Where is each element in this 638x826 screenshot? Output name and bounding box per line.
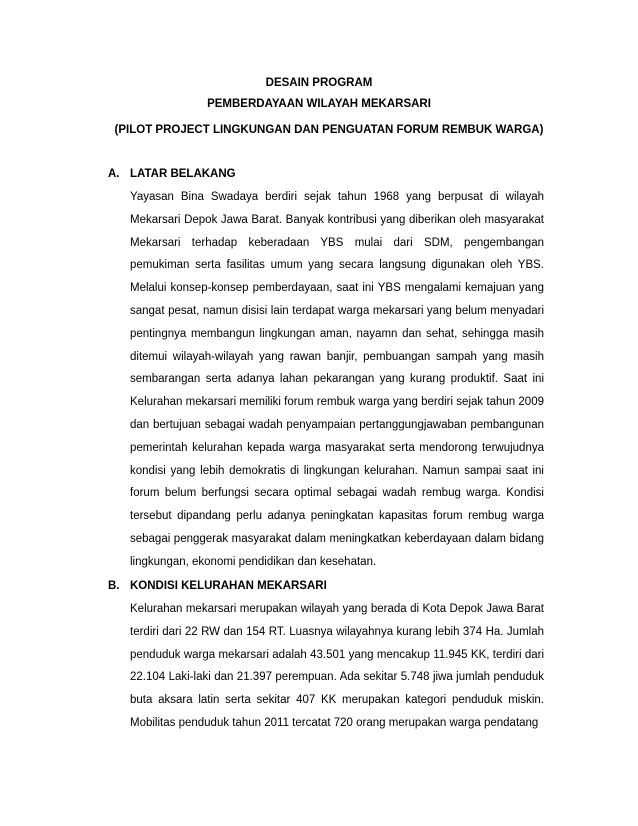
section-heading-text: LATAR BELAKANG (130, 168, 236, 180)
section-heading-kondisi-kelurahan (108, 579, 327, 593)
document-subtitle-project: (PILOT PROJECT LINGKUNGAN DAN PENGUATAN FORUM REMBUK WARGA) (114, 124, 544, 136)
section-letter: B. (108, 580, 120, 592)
section-paragraph-kondisi-kelurahan: Kelurahan mekarsari merupakan wilayah yang berada di Kota Depok Jawa Barat terdiri dari 22 RW dan 154 RT. Luasnya wilayahnya kurang lebih 374 Ha. Jumlah penduduk warga mekarsari adalah 43.501 yang mencakup 11.945 KK, terdiri dari 22.104 Laki-laki dan 21.397 perempuan. Ada sekitar 5.748 jiwa jumlah penduduk buta aksara latin serta sekitar 407 KK merupakan kategori penduduk miskin. Mobilitas penduduk tahun 2011 tercatat 720 orang merupakan warga pendatang (130, 603, 544, 729)
section-letter: A. (108, 168, 120, 180)
section-paragraph-latar-belakang: Yayasan Bina Swadaya berdiri sejak tahun 1968 yang berpusat di wilayah Mekarsari Depok Jawa Barat. Banyak kontribusi yang diberikan oleh masyarakat Mekarsari terhadap keberadaan YBS mulai dari SDM, pengembangan pemukiman serta fasilitas umum yang secara langsung digunakan oleh YBS. Melalui konsep-konsep pemberdayaan, saat ini YBS mengalami kemajuan yang sangat pesat, namun disisi lain terdapat warga mekarsari yang belum menyadari pentingnya membangun lingkungan aman, nayamn dan sehat, sehingga masih ditemui wilayah-wilayah yang rawan banjir, pembuangan sampah yang masih sembarangan serta adanya lahan pekarangan yang kurang produktif. Saat ini Kelurahan mekarsari memiliki forum rembuk warga yang berdiri sejak tahun 2009 dan bertujuan sebagai wadah penyampaian pertanggungjawaban pembangunan pemerintah kelurahan kepada warga masyarakat serta mendorong terwujudnya kondisi yang lebih demokratis di lingkungan kelurahan. Namun sampai saat ini forum belum berfungsi secara optimal sebagai wadah rembug warga. Kondisi tersebut dipandang perlu adanya peningkatan kapasitas forum rembug warga sebagai penggerak masyarakat dalam meningkatkan keberdayaan dalam bidang lingkungan, ekonomi pendidikan dan kesehatan. (130, 191, 544, 568)
section-heading-latar-belakang (108, 167, 236, 181)
section-heading-text: KONDISI KELURAHAN MEKARSARI (130, 580, 327, 592)
document-title: DESAIN PROGRAM (265, 77, 373, 89)
document-subtitle: PEMBERDAYAAN WILAYAH MEKARSARI (207, 98, 431, 110)
